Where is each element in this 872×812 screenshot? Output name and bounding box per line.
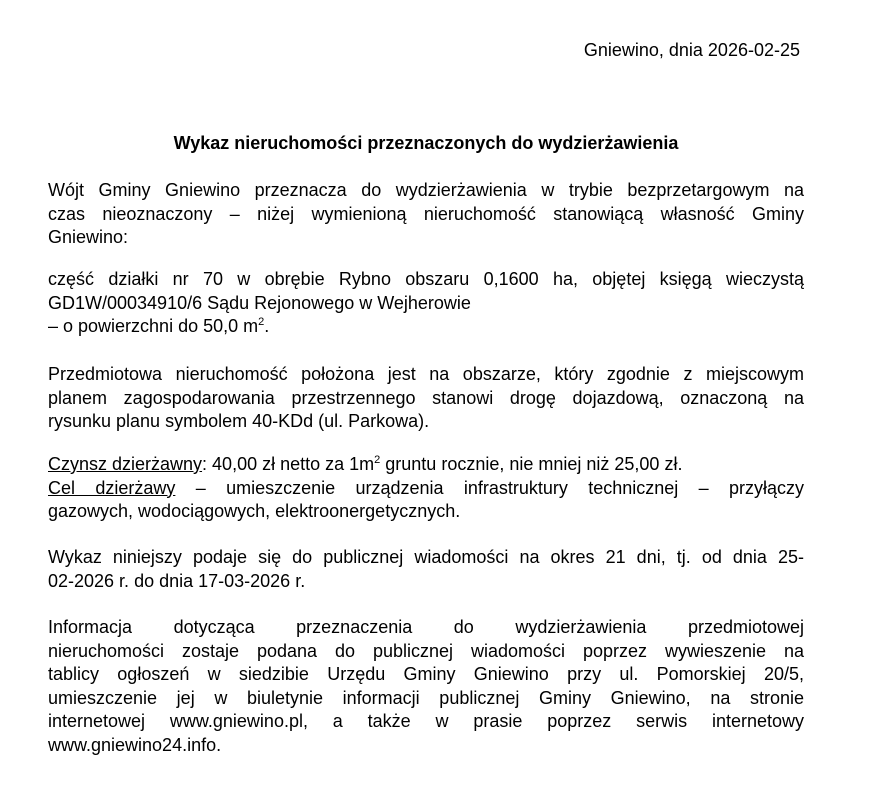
zoning-paragraph xyxy=(48,363,804,434)
place-date: Gniewino, dnia 2026-02-25 xyxy=(583,40,800,60)
purpose-line xyxy=(48,477,804,501)
information-line: Informacja dotycząca przeznaczenia do wydzierżawienia przedmiotowej xyxy=(48,617,804,637)
property-area-line xyxy=(48,315,804,339)
purpose-text: – umieszczenie urządzenia infrastruktury technicznej – przyłączy xyxy=(175,477,804,498)
rent-purpose-paragraph xyxy=(48,453,804,524)
information-line: www.gniewino24.info. xyxy=(48,734,222,755)
publication-paragraph xyxy=(48,546,804,593)
intro-paragraph xyxy=(48,179,804,250)
property-line: część działki nr 70 w obrębie Rybno obszaru 0,1600 ha, objętej księgą wieczystą xyxy=(48,269,804,289)
zoning-line: planem zagospodarowania przestrzennego stanowi drogę dojazdową, oznaczoną na xyxy=(48,387,804,408)
property-paragraph xyxy=(48,268,804,339)
intro-line: Gniewino: xyxy=(48,227,129,247)
information-line: tablicy ogłoszeń w siedzibie Urzędu Gminy Gniewino przy ul. Pomorskiej 20/5, xyxy=(48,664,804,684)
document-title: Wykaz nieruchomości przeznaczonych do wydzierżawienia xyxy=(173,133,679,153)
superscript: 2 xyxy=(258,316,265,328)
zoning-line: rysunku planu symbolem 40-KDd (ul. Parkowa). xyxy=(48,411,430,431)
publication-line: Wykaz niniejszy podaje się do publicznej wiadomości na okres 21 dni, tj. od dnia 25- xyxy=(48,547,804,567)
area-text: – o powierzchni do 50,0 m xyxy=(48,316,259,336)
area-suffix: . xyxy=(264,316,270,336)
property-line: GD1W/00034910/6 Sądu Rejonowego w Wejherowie xyxy=(48,292,471,313)
purpose-line: gazowych, wodociągowych, elektroonergetycznych. xyxy=(48,501,461,521)
information-line: nieruchomości zostaje podana do publicznej wiadomości poprzez wywieszenie na xyxy=(48,640,804,661)
rent-text: : 40,00 zł netto za 1m xyxy=(202,454,375,474)
publication-line: 02-2026 r. do dnia 17-03-2026 r. xyxy=(48,570,306,591)
information-line: internetowej www.gniewino.pl, a także w prasie poprzez serwis internetowy xyxy=(48,711,804,731)
intro-line: Wójt Gminy Gniewino przeznacza do wydzierżawienia w trybie bezprzetargowym na xyxy=(48,180,804,200)
zoning-line: Przedmiotowa nieruchomość położona jest na obszarze, który zgodnie z miejscowym xyxy=(48,364,804,384)
superscript: 2 xyxy=(374,454,381,466)
purpose-label: Cel dzierżawy xyxy=(48,477,176,498)
rent-line xyxy=(48,453,804,477)
rent-label: Czynsz dzierżawny xyxy=(48,454,203,474)
information-paragraph xyxy=(48,616,804,757)
information-line: umieszczenie jej w biuletynie informacji publicznej Gminy Gniewino, na stronie xyxy=(48,687,804,708)
intro-line: czas nieoznaczony – niżej wymienioną nieruchomość stanowiącą własność Gminy xyxy=(48,203,804,224)
rent-text-suffix: gruntu rocznie, nie mniej niż 25,00 zł. xyxy=(380,454,683,474)
